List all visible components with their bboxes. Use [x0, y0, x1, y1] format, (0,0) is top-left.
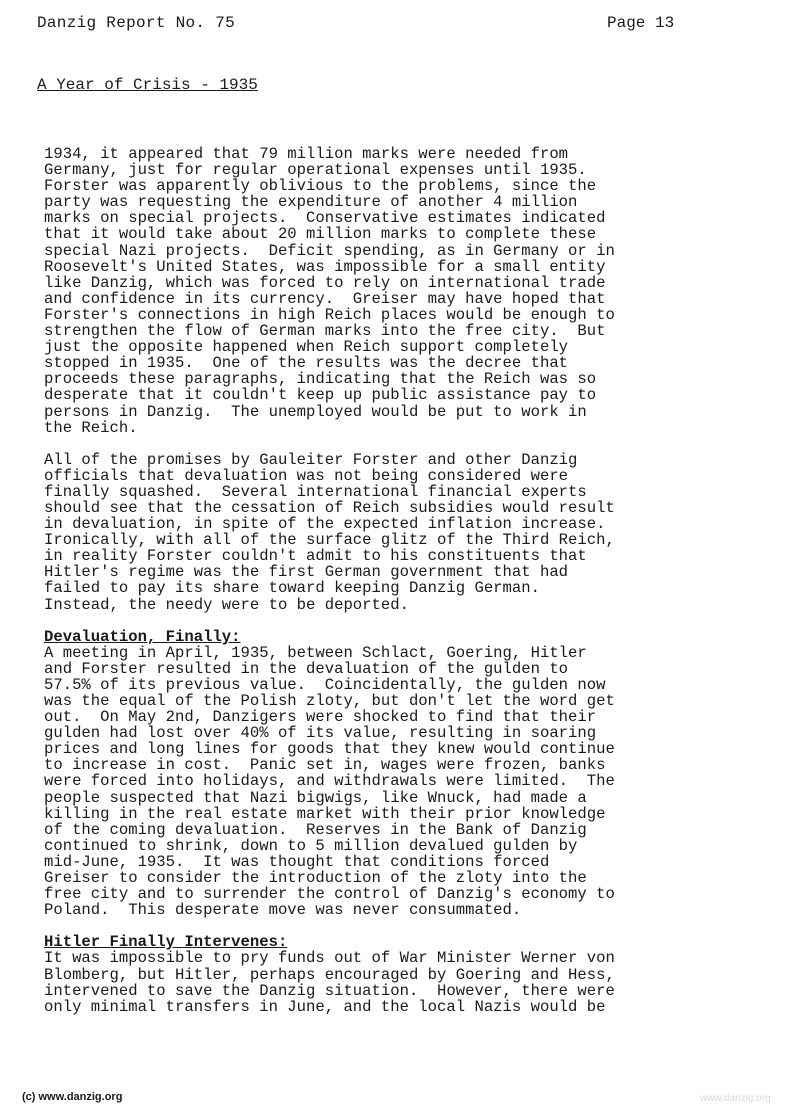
document-body — [44, 146, 704, 1015]
paragraph-devaluation-promises: All of the promises by Gauleiter Forster and other Danzig officials that devaluation was not being considered were finally squashed. Several international financial experts should see that the cessation of Reich subsidies would result in devaluation, in spite of the expected inflation increase. Ironically, with all of the surface glitz of the Third Reich, in reality Forster couldn't admit to his constituents that Hitler's regime was the first German government that had failed to pay its share toward keeping Danzig German. Instead, the needy were to be deported. — [44, 450, 615, 614]
page-number: Page 13 — [607, 14, 675, 32]
paragraph-devaluation: A meeting in April, 1935, between Schlact, Goering, Hitler and Forster resulted in the devaluation of the gulden to 57.5% of its previous value. Coincidentally, the gulden now was the equal of the Polish zloty, but don't let the word get out. On May 2nd, Danzigers were shocked to find that their gulden had lost over 40% of its value, resulting in soaring prices and long lines for goods that they knew would continue to increase in cost. Panic set in, wages were frozen, banks were forced into holidays, and withdrawals were limited. The people suspected that Nazi bigwigs, like Wnuck, had made a killing in the real estate market with their prior knowledge of the coming devaluation. Reserves in the Bank of Danzig continued to shrink, down to 5 million devalued gulden by mid-June, 1935. It was thought that conditions forced Greiser to consider the introduction of the zloty into the free city and to surrender the control of Danzig's economy to Poland. This desperate move was never consummated. — [44, 643, 615, 920]
paragraph-hitler-intervenes: It was impossible to pry funds out of War Minister Werner von Blomberg, but Hitler, perhaps encouraged by Goering and Hess, intervened to save the Danzig situation. However, there were only minimal transfers in June, and the local Nazis would be — [44, 949, 615, 1016]
heading-hitler-intervenes: Hitler Finally Intervenes: — [44, 933, 288, 952]
report-header: Danzig Report No. 75 — [37, 14, 236, 32]
heading-devaluation-finally: Devaluation, Finally: — [44, 627, 241, 646]
copyright-footer: (c) www.danzig.org — [22, 1091, 123, 1103]
section-title: A Year of Crisis - 1935 — [37, 76, 258, 94]
paragraph-reich-finances: 1934, it appeared that 79 million marks were needed from Germany, just for regular operational expenses until 1935. Forster was apparently oblivious to the problems, since the party was requesting the expenditure of another 4 million marks on special projects. Conservative estimates indicated that it would take about 20 million marks to complete these special Nazi projects. Deficit spending, as in Germany or in Roosevelt's United States, was impossible for a small entity like Danzig, which was forced to rely on international trade and confidence in its currency. Greiser may have hoped that Forster's connections in high Reich places would be enough to strengthen the flow of German marks into the free city. But just the opposite happened when Reich support completely stopped in 1935. One of the results was the decree that proceeds these paragraphs, indicating that the Reich was so desperate that it couldn't keep up public assistance pay to persons in Danzig. The unemployed would be put to work in the Reich. — [44, 145, 615, 437]
watermark-footer: www.danzig.org — [700, 1093, 771, 1104]
